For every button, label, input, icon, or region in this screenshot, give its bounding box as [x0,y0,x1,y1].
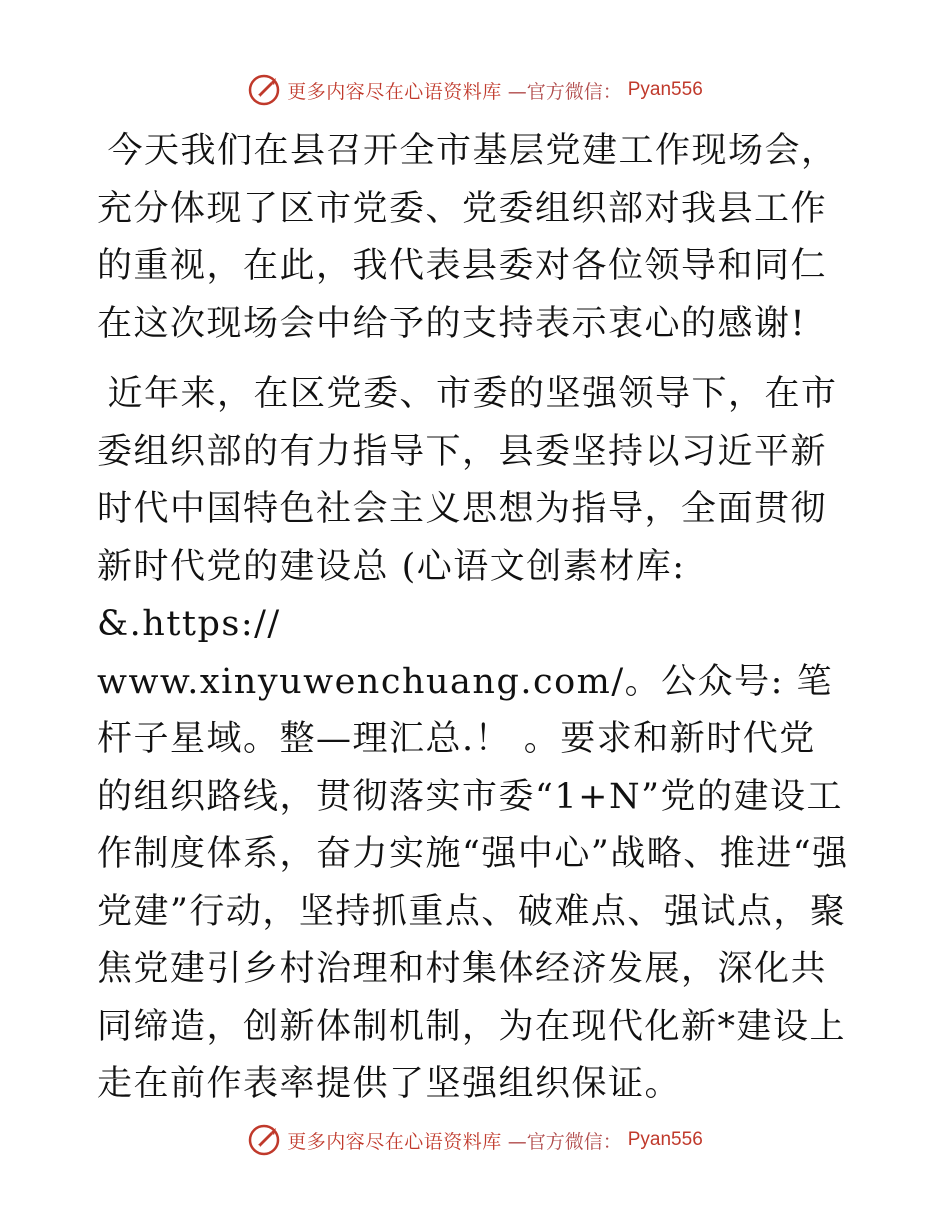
footer-wechat-id: Pyan556 [627,1129,703,1150]
paragraph-2: 近年来，在区党委、市委的坚强领导下，在市委组织部的有力指导下，县委坚持以习近平新时代中国特色社会主义思想为指导，全面贯彻新时代党的建设总 (心语文创素材库: &.https:// www.xinyuwenchuang.com/。公众号: 笔杆子星域。整—理汇总.！ 。要求和新时代党的组织路线，贯彻落实市委“1+N”党的建设工作制度体系，奋力实施“强中心”战略、推进“强党建”行动，坚持抓重点、破难点、强试点，聚焦党建引乡村治理和村集体经济发展，深化共同缔造，创新体制机制，为在现代化新*建设上走在前作表率提供了坚强组织保证。 [97,374,849,1104]
document-body [97,123,849,1114]
quill-circle-logo-icon [247,73,281,107]
quill-circle-logo-icon [247,1123,281,1157]
header-wechat-id: Pyan556 [627,79,703,100]
footer-banner [0,1120,950,1160]
footer-banner-separator: —官方微信： [507,1130,622,1153]
header-banner [0,70,950,110]
header-banner-text: 更多内容尽在心语资料库 [287,80,502,103]
header-banner-separator: —官方微信： [507,80,622,103]
paragraph-1: 今天我们在县召开全市基层党建工作现场会，充分体现了区市党委、党委组织部对我县工作的重视，在此，我代表县委对各位领导和同仁在这次现场会中给予的支持表示衷心的感谢! [97,131,838,344]
footer-banner-text: 更多内容尽在心语资料库 [287,1130,502,1153]
